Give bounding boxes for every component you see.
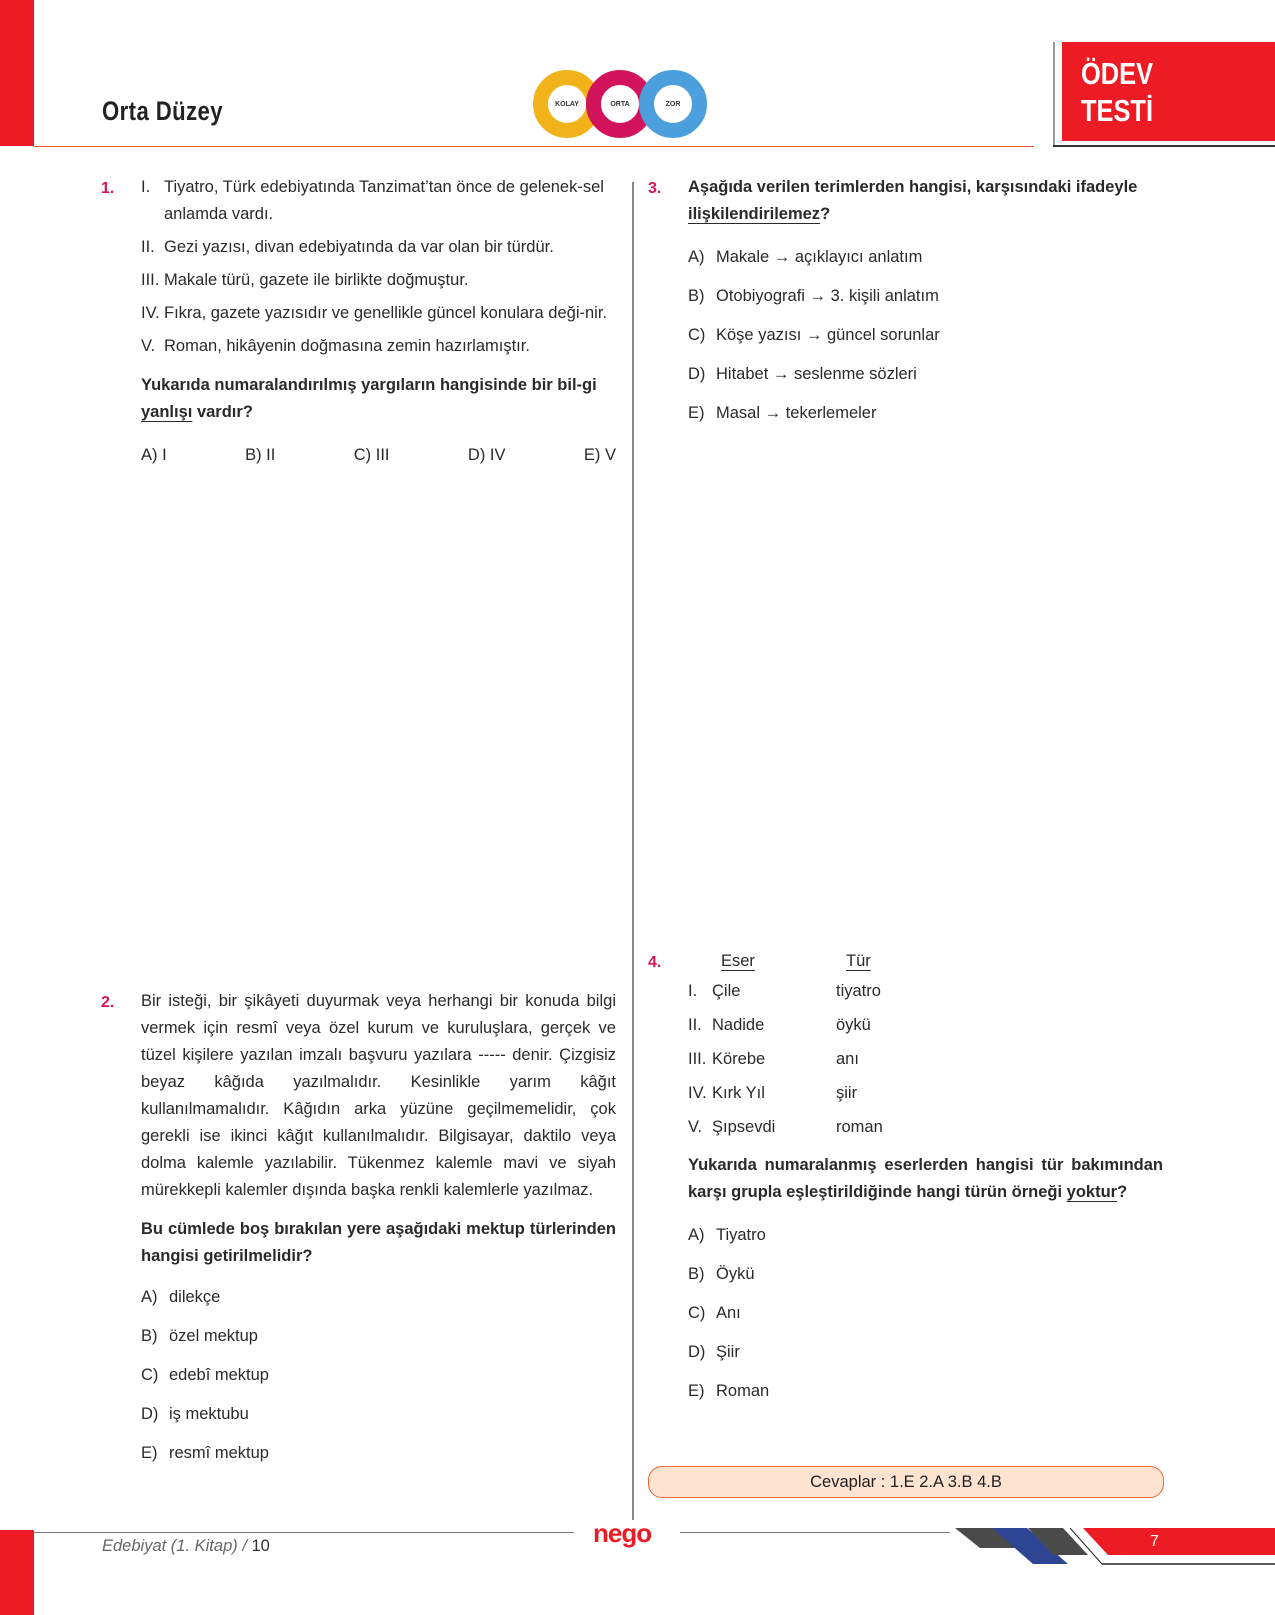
level-title: Orta Düzey xyxy=(102,96,223,126)
question-prompt: Yukarıda numaralanmış eserlerden hangisi tür bakımından karşı grupla eşleştirildiğinde hangi türün örneği yoktur? xyxy=(688,1156,1163,1201)
option-a[interactable]: A) dilekçe xyxy=(141,1288,221,1306)
option-b[interactable]: B) Otobiyografi → 3. kişili anlatım xyxy=(688,287,939,305)
passage: Bir isteği, bir şikâyeti duyurmak veya herhangi bir konuda bilgi vermek için resmî veya özel kurum ve kuruluşlara, gerçek ve tüzel kişilere yazılan imzalı başvuru yazılara ----- denir. Çizgisiz beyaz kâğıda yazılmalıdır. Kesinlikle yarım kâğıt kullanılmamalıdır. Kâğıdın arka yüzüne geçilmemelidir, çok gerekli ise ikinci kâğıt kullanılmalıdır. Bilgisayar, daktilo veya dolma kalemle yazılabilir. Tükenmez kalemle mavi ve siyah mürekkepli kalemler dışında başka renkli kalemlerle yazılmaz. xyxy=(141,992,616,1199)
footer-divider xyxy=(34,1532,574,1533)
question-prompt: Bu cümlede boş bırakılan yere aşağıdaki mektup türlerinden hangisi getirilmelidir? xyxy=(141,1220,616,1265)
publisher-logo: nego xyxy=(593,1518,652,1548)
red-margin-bar-bottom xyxy=(0,1530,34,1615)
option-d[interactable]: D) iş mektubu xyxy=(141,1405,249,1423)
ring-zor: ZOR xyxy=(639,70,707,138)
footer-stripes xyxy=(950,1528,1275,1588)
header-divider-right xyxy=(1053,145,1275,147)
statement: V. Roman, hikâyenin doğmasına zemin hazırlamıştır. xyxy=(141,337,530,355)
question-2 xyxy=(141,988,616,1479)
option-e[interactable]: E) Roman xyxy=(688,1382,770,1400)
badge-text: ÖDEV TESTİ xyxy=(1081,56,1154,128)
badge-separator xyxy=(1053,42,1055,145)
question-number: 3. xyxy=(648,180,662,197)
table-header xyxy=(688,948,1163,978)
statement: IV. Fıkra, gazete yazısıdır ve genellikle güncel konulara deği-nir. xyxy=(141,304,607,322)
option-b[interactable]: B) II xyxy=(245,446,276,464)
answer-options xyxy=(141,442,616,469)
table-row: IV. Kırk Yıl şiir xyxy=(688,1084,858,1102)
answer-key: Cevaplar : 1.E 2.A 3.B 4.B xyxy=(648,1466,1164,1498)
option-e[interactable]: E) Masal → tekerlemeler xyxy=(688,404,877,422)
table-row: V. Şıpsevdi roman xyxy=(688,1118,883,1136)
footer-divider-right xyxy=(680,1532,950,1533)
page-number: 7 xyxy=(1150,1533,1159,1550)
option-c[interactable]: C) Anı xyxy=(688,1304,741,1322)
ring-orta: ORTA xyxy=(586,70,654,138)
work-table xyxy=(688,978,1163,1148)
question-4 xyxy=(688,948,1163,1417)
question-3 xyxy=(688,174,1163,439)
statement-list xyxy=(141,174,616,360)
option-c[interactable]: C) Köşe yazısı → güncel sorunlar xyxy=(688,326,940,344)
option-d[interactable]: D) Şiir xyxy=(688,1343,740,1361)
col-header-genre: Tür xyxy=(846,952,871,970)
option-e[interactable]: E) V xyxy=(583,446,616,464)
question-number: 2. xyxy=(101,994,115,1011)
option-a[interactable]: A) I xyxy=(141,446,167,464)
option-d[interactable]: D) Hitabet → seslenme sözleri xyxy=(688,365,917,383)
option-d[interactable]: D) IV xyxy=(467,446,506,464)
statement: III. Makale türü, gazete ile birlikte doğmuştur. xyxy=(141,271,469,289)
column-separator xyxy=(632,182,634,1520)
table-row: II. Nadide öykü xyxy=(688,1016,871,1034)
option-c[interactable]: C) III xyxy=(353,446,390,464)
option-a[interactable]: A) Tiyatro xyxy=(688,1226,766,1244)
option-b[interactable]: B) özel mektup xyxy=(141,1327,258,1345)
col-header-work: Eser xyxy=(721,952,755,970)
footer-book-title: Edebiyat (1. Kitap) / 10 xyxy=(102,1537,270,1555)
question-number: 1. xyxy=(101,180,115,197)
question-number: 4. xyxy=(648,954,662,971)
option-a[interactable]: A) Makale → açıklayıcı anlatım xyxy=(688,248,923,266)
question-1 xyxy=(141,174,616,469)
statement: II. Gezi yazısı, divan edebiyatında da var olan bir türdür. xyxy=(141,238,554,256)
question-prompt: Aşağıda verilen terimlerden hangisi, karşısındaki ifadeyle ilişkilendirilemez? xyxy=(688,178,1138,223)
header-divider xyxy=(34,146,1034,147)
question-prompt: Yukarıda numaralandırılmış yargıların hangisinde bir bil-gi yanlışı vardır? xyxy=(141,376,597,421)
ring-kolay: KOLAY xyxy=(533,70,601,138)
answer-options xyxy=(141,1284,616,1479)
table-row: I. Çile tiyatro xyxy=(688,982,881,1000)
statement: I. Tiyatro, Türk edebiyatında Tanzimat’tan önce de gelenek-sel anlamda vardı. xyxy=(141,178,604,223)
difficulty-rings xyxy=(533,70,693,138)
answer-options xyxy=(688,1222,1163,1417)
red-margin-bar xyxy=(0,0,34,146)
option-c[interactable]: C) edebî mektup xyxy=(141,1366,269,1384)
option-b[interactable]: B) Öykü xyxy=(688,1265,755,1283)
answer-options xyxy=(688,244,1163,439)
option-e[interactable]: E) resmî mektup xyxy=(141,1444,269,1462)
page-number-tab xyxy=(1083,1528,1275,1555)
table-row: III. Körebe anı xyxy=(688,1050,859,1068)
